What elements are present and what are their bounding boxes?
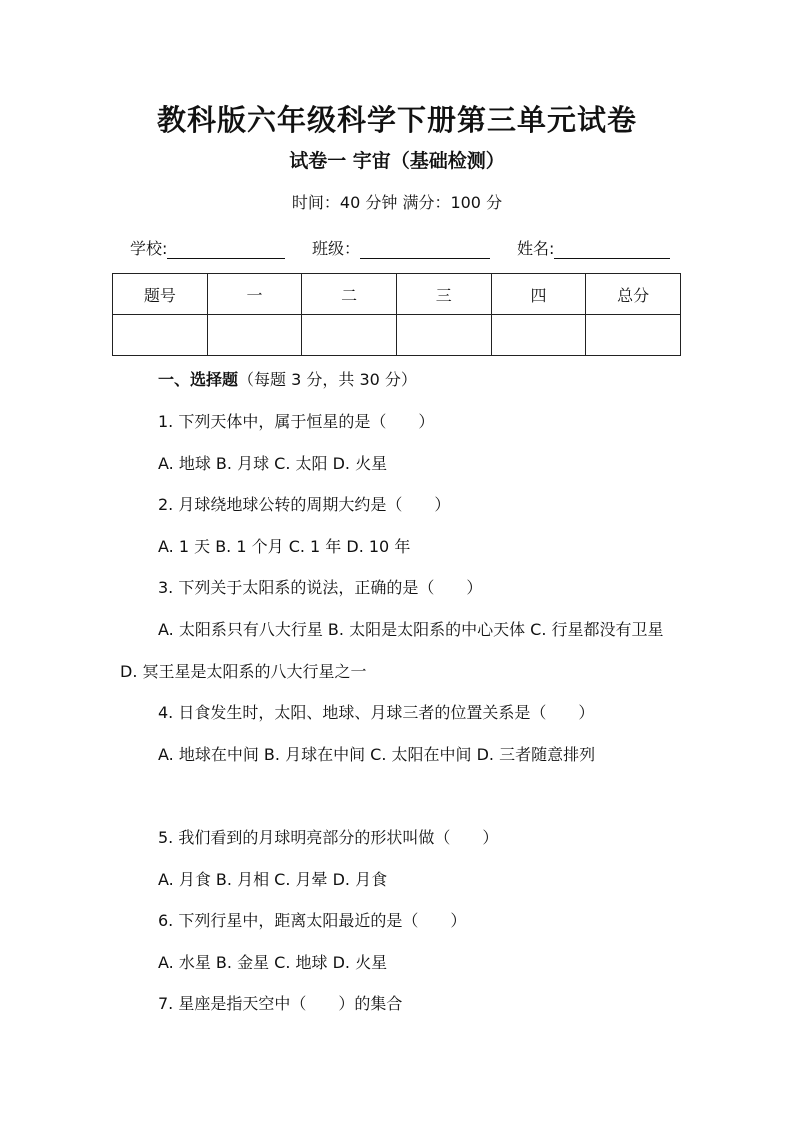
score-table-header-row [113,274,681,315]
name-label: 姓名: [517,239,555,258]
score-value-cell[interactable] [396,315,491,356]
name-field [517,236,670,259]
class-blank[interactable] [360,240,490,259]
score-value-cell[interactable] [586,315,681,356]
score-header-cell: 三 [396,274,491,315]
score-value-cell[interactable] [207,315,302,356]
section-heading [120,359,680,401]
question-stem: 5. 我们看到的月球明亮部分的形状叫做（ ） [158,828,499,847]
question-stem: 6. 下列行星中，距离太阳最近的是（ ） [158,911,467,930]
school-blank[interactable] [167,240,285,259]
score-table [112,273,681,356]
question-stem: 7. 星座是指天空中（ ）的集合 [158,994,403,1013]
question-options: A. 太阳系只有八大行星 B. 太阳是太阳系的中心天体 C. 行星都没有卫星 D. 冥王星是太阳系的八大行星之一 [120,620,664,681]
school-label: 学校: [130,239,168,258]
question-options: A. 水星 B. 金星 C. 地球 D. 火星 [158,953,388,972]
exam-title: 教科版六年级科学下册第三单元试卷 [156,103,637,137]
section-title: 一、选择题 [158,370,239,389]
score-value-cell[interactable] [113,315,208,356]
score-header-cell: 题号 [113,274,208,315]
school-field [130,236,285,259]
section-note: （每题 3 分，共 30 分） [238,370,417,389]
question-options: A. 地球 B. 月球 C. 太阳 D. 火星 [158,454,388,473]
question-stem: 2. 月球绕地球公转的周期大约是（ ） [158,495,451,514]
score-header-cell: 二 [302,274,397,315]
question-stem: 1. 下列天体中，属于恒星的是（ ） [158,412,435,431]
class-field [312,236,490,259]
question-stem: 3. 下列关于太阳系的说法，正确的是（ ） [158,578,483,597]
score-value-cell[interactable] [302,315,397,356]
exam-subtitle: 试卷一 宇宙（基础检测） [289,150,505,172]
question-options: A. 1 天 B. 1 个月 C. 1 年 D. 10 年 [158,537,411,556]
name-blank[interactable] [554,240,670,259]
score-header-cell: 四 [491,274,586,315]
score-table-value-row [113,315,681,356]
question-stem: 4. 日食发生时，太阳、地球、月球三者的位置关系是（ ） [158,703,595,722]
time-score-info: 时间：40 分钟 满分：100 分 [291,193,503,212]
score-value-cell[interactable] [491,315,586,356]
score-header-cell: 一 [207,274,302,315]
question-options: A. 地球在中间 B. 月球在中间 C. 太阳在中间 D. 三者随意排列 [158,745,596,764]
class-label: 班级： [312,239,361,258]
question-options: A. 月食 B. 月相 C. 月晕 D. 月食 [158,870,388,889]
score-header-cell: 总分 [586,274,681,315]
student-info-row [130,236,680,262]
